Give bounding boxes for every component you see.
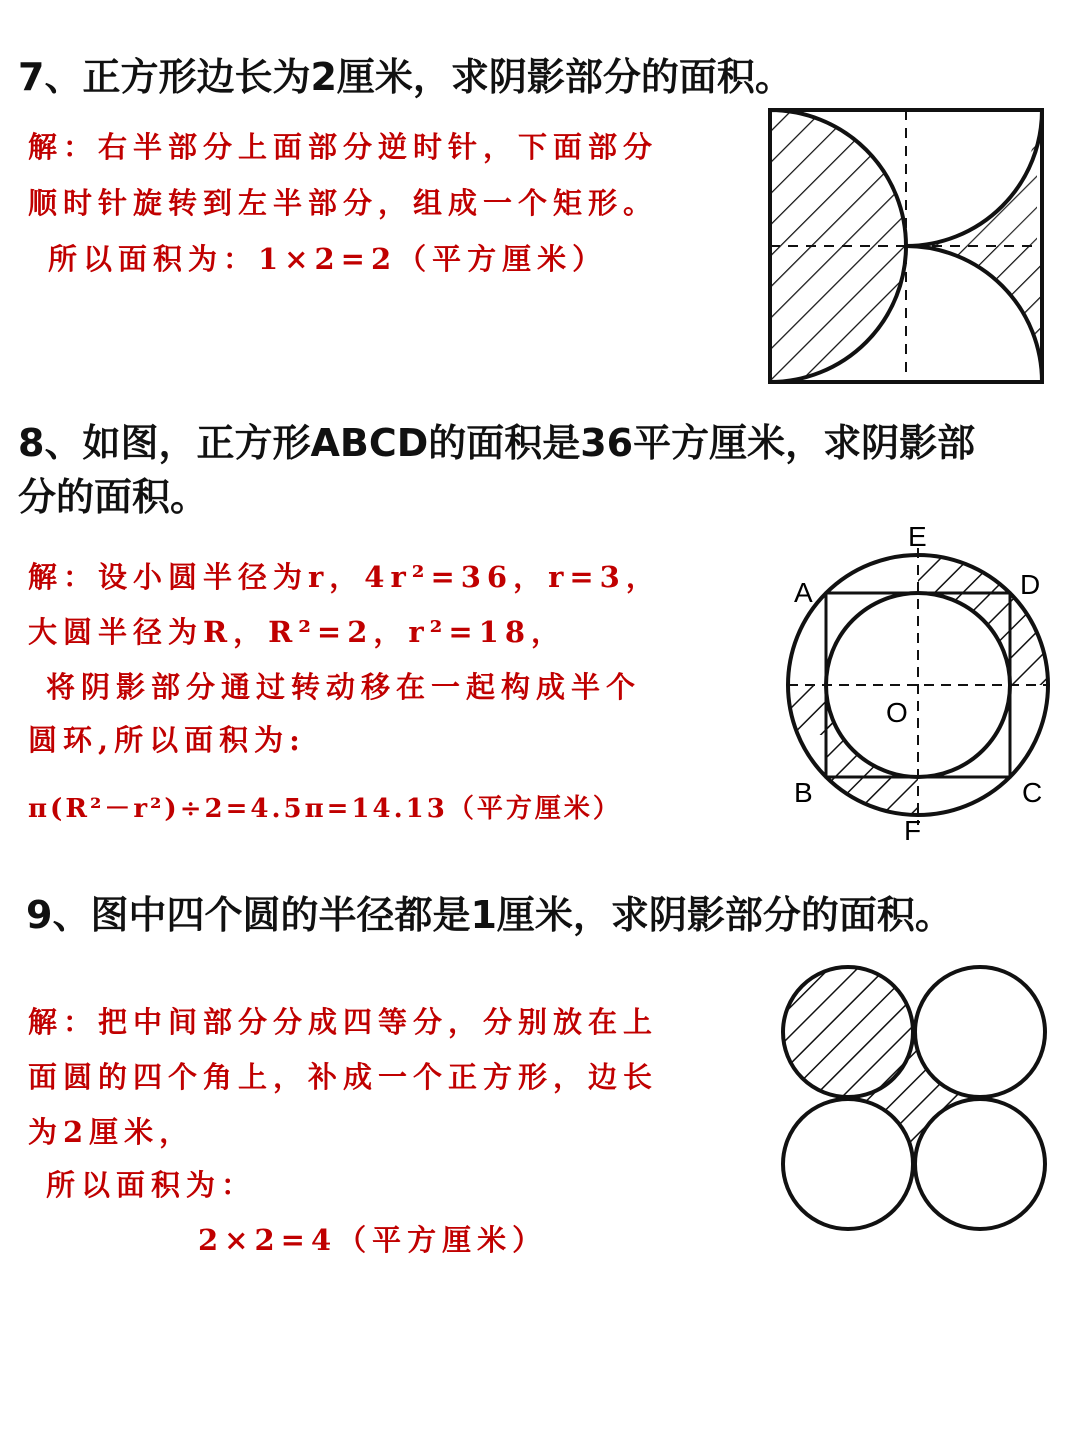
- solution-line: 为2厘米，: [28, 1115, 195, 1149]
- shaded-concave-region: [906, 135, 1037, 246]
- label-b: B: [794, 777, 813, 808]
- label-f: F: [904, 815, 922, 846]
- solution-line: 2×2=4（平方厘米）: [198, 1223, 548, 1257]
- label-o: O: [886, 697, 908, 728]
- problem-7-figure: [765, 105, 1047, 387]
- label-d: D: [1020, 569, 1041, 600]
- title-line: 分的面积。: [18, 475, 209, 519]
- label-e: E: [908, 521, 927, 552]
- problem-8-solution: [28, 555, 748, 845]
- solution-line: 所以面积为：1×2=2（平方厘米）: [48, 242, 608, 276]
- shaded-circle: [783, 967, 913, 1097]
- solution-line: 大圆半径为R，R²=2，r²=18，: [28, 615, 567, 649]
- solution-line: π(R²－r²)÷2=4.5π=14.13（平方厘米）: [28, 794, 622, 824]
- solution-line: 顺时针旋转到左半部分，组成一个矩形。: [28, 186, 659, 220]
- solution-line: 解：设小圆半径为r，4r²=36，r=3，: [28, 560, 661, 594]
- label-c: C: [1022, 777, 1043, 808]
- solution-line: 解：右半部分上面部分逆时针，下面部分: [28, 130, 659, 164]
- problem-9-figure: [778, 962, 1050, 1234]
- problem-9-solution: [28, 1000, 748, 1270]
- problem-8-title: [18, 416, 975, 524]
- label-a: A: [794, 577, 813, 608]
- solution-line: 解：把中间部分分成四等分，分别放在上: [28, 1005, 659, 1039]
- solution-line: 面圆的四个角上，补成一个正方形，边长: [28, 1060, 659, 1094]
- problem-7-title: 7、正方形边长为2厘米，求阴影部分的面积。: [18, 55, 793, 99]
- solution-line: 所以面积为：: [46, 1168, 257, 1202]
- solution-line: 圆环,所以面积为:: [28, 723, 306, 757]
- solution-line: 将阴影部分通过转动移在一起构成半个: [46, 670, 642, 704]
- title-line: 8、如图，正方形ABCD的面积是36平方厘米，求阴影部: [18, 421, 976, 465]
- problem-9-title: 9、图中四个圆的半径都是1厘米，求阴影部分的面积。: [26, 893, 953, 937]
- problem-7-solution: [28, 125, 748, 295]
- problem-8-figure: [780, 520, 1070, 850]
